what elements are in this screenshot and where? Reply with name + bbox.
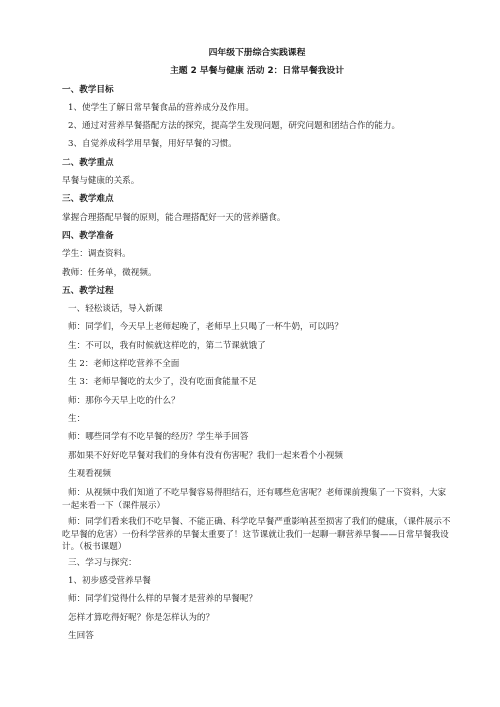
section-heading-difficulties: 三、教学难点: [62, 194, 114, 205]
section-heading-preparation: 四、教学准备: [62, 230, 114, 241]
preparation-item-teacher: 教师：任务单，微视频。: [62, 267, 157, 278]
objective-item-3: 3、自觉养成科学用早餐，用好早餐的习惯。: [68, 139, 237, 150]
document-title: 四年级下册综合实践课程: [208, 48, 306, 58]
section-heading-objectives: 一、教学目标: [62, 84, 114, 95]
paragraph-video-discussion: 师：从视频中我们知道了不吃早餐容易得胆结石，还有哪些危害呢？老师课前搜集了一下资料，大家一起来看一下（课件展示）: [62, 488, 447, 511]
objective-item-2: 2、通过对营养早餐搭配方法的探究，提高学生发现问题，研究问题和团结合作的能力。: [68, 121, 401, 132]
process-line: 生 2：老师这样吃营养不全面: [68, 359, 180, 370]
document-page: [62, 48, 452, 649]
process-line: 师：同学们，今天早上老师起晚了，老师早上只喝了一杯牛奶，可以吗？: [68, 322, 344, 333]
process-line: 生：: [68, 413, 86, 424]
process-line: 一、轻松谈话，导入新课: [68, 304, 163, 315]
process-line: 三、学习与探究：: [68, 557, 137, 568]
document-subtitle: 主题 2 早餐与健康 活动 2：日常早餐我设计: [169, 66, 345, 77]
key-points-text: 早餐与健康的关系。: [62, 176, 140, 187]
objective-item-1: 1、使学生了解日常早餐食品的营养成分及作用。: [68, 102, 254, 113]
paragraph-breakfast-importance: 师：同学们看来我们不吃早餐、不能正确、科学吃早餐严重影响甚至损害了我们的健康，（课件展示不吃早餐的危害）一份科学营养的早餐太重要了！这节课就让我们一起聊一聊营养早餐——日常早餐我设计。（板书课题）: [62, 517, 451, 553]
process-line: 生回答: [68, 630, 94, 641]
process-line: 生：不可以，我有时候就这样吃的，第二节课就饿了: [68, 340, 266, 351]
process-line: 怎样才算吃得好呢？你是怎样认为的？: [68, 612, 215, 623]
process-line: 师：同学们觉得什么样的早餐才是营养的早餐呢？: [68, 594, 258, 605]
section-heading-key-points: 二、教学重点: [62, 157, 114, 168]
section-heading-process: 五、教学过程: [62, 285, 114, 296]
process-line: 生观看视频: [68, 468, 111, 479]
process-line: 师：哪些同学有不吃早餐的经历？学生举手回答: [68, 432, 249, 443]
process-line: 1、初步感受营养早餐: [68, 575, 151, 586]
difficulties-text: 掌握合理搭配早餐的原则，能合理搭配好一天的营养膳食。: [62, 212, 286, 223]
process-line: 那如果不好好吃早餐对我们的身体有没有伤害呢？我们一起来看个小视频: [68, 450, 344, 461]
process-line: 师：那你今天早上吃的什么？: [68, 395, 180, 406]
process-line: 生 3：老师早餐吃的太少了，没有吃面食能量不足: [68, 377, 257, 388]
preparation-item-student: 学生：调查资料。: [62, 249, 131, 260]
